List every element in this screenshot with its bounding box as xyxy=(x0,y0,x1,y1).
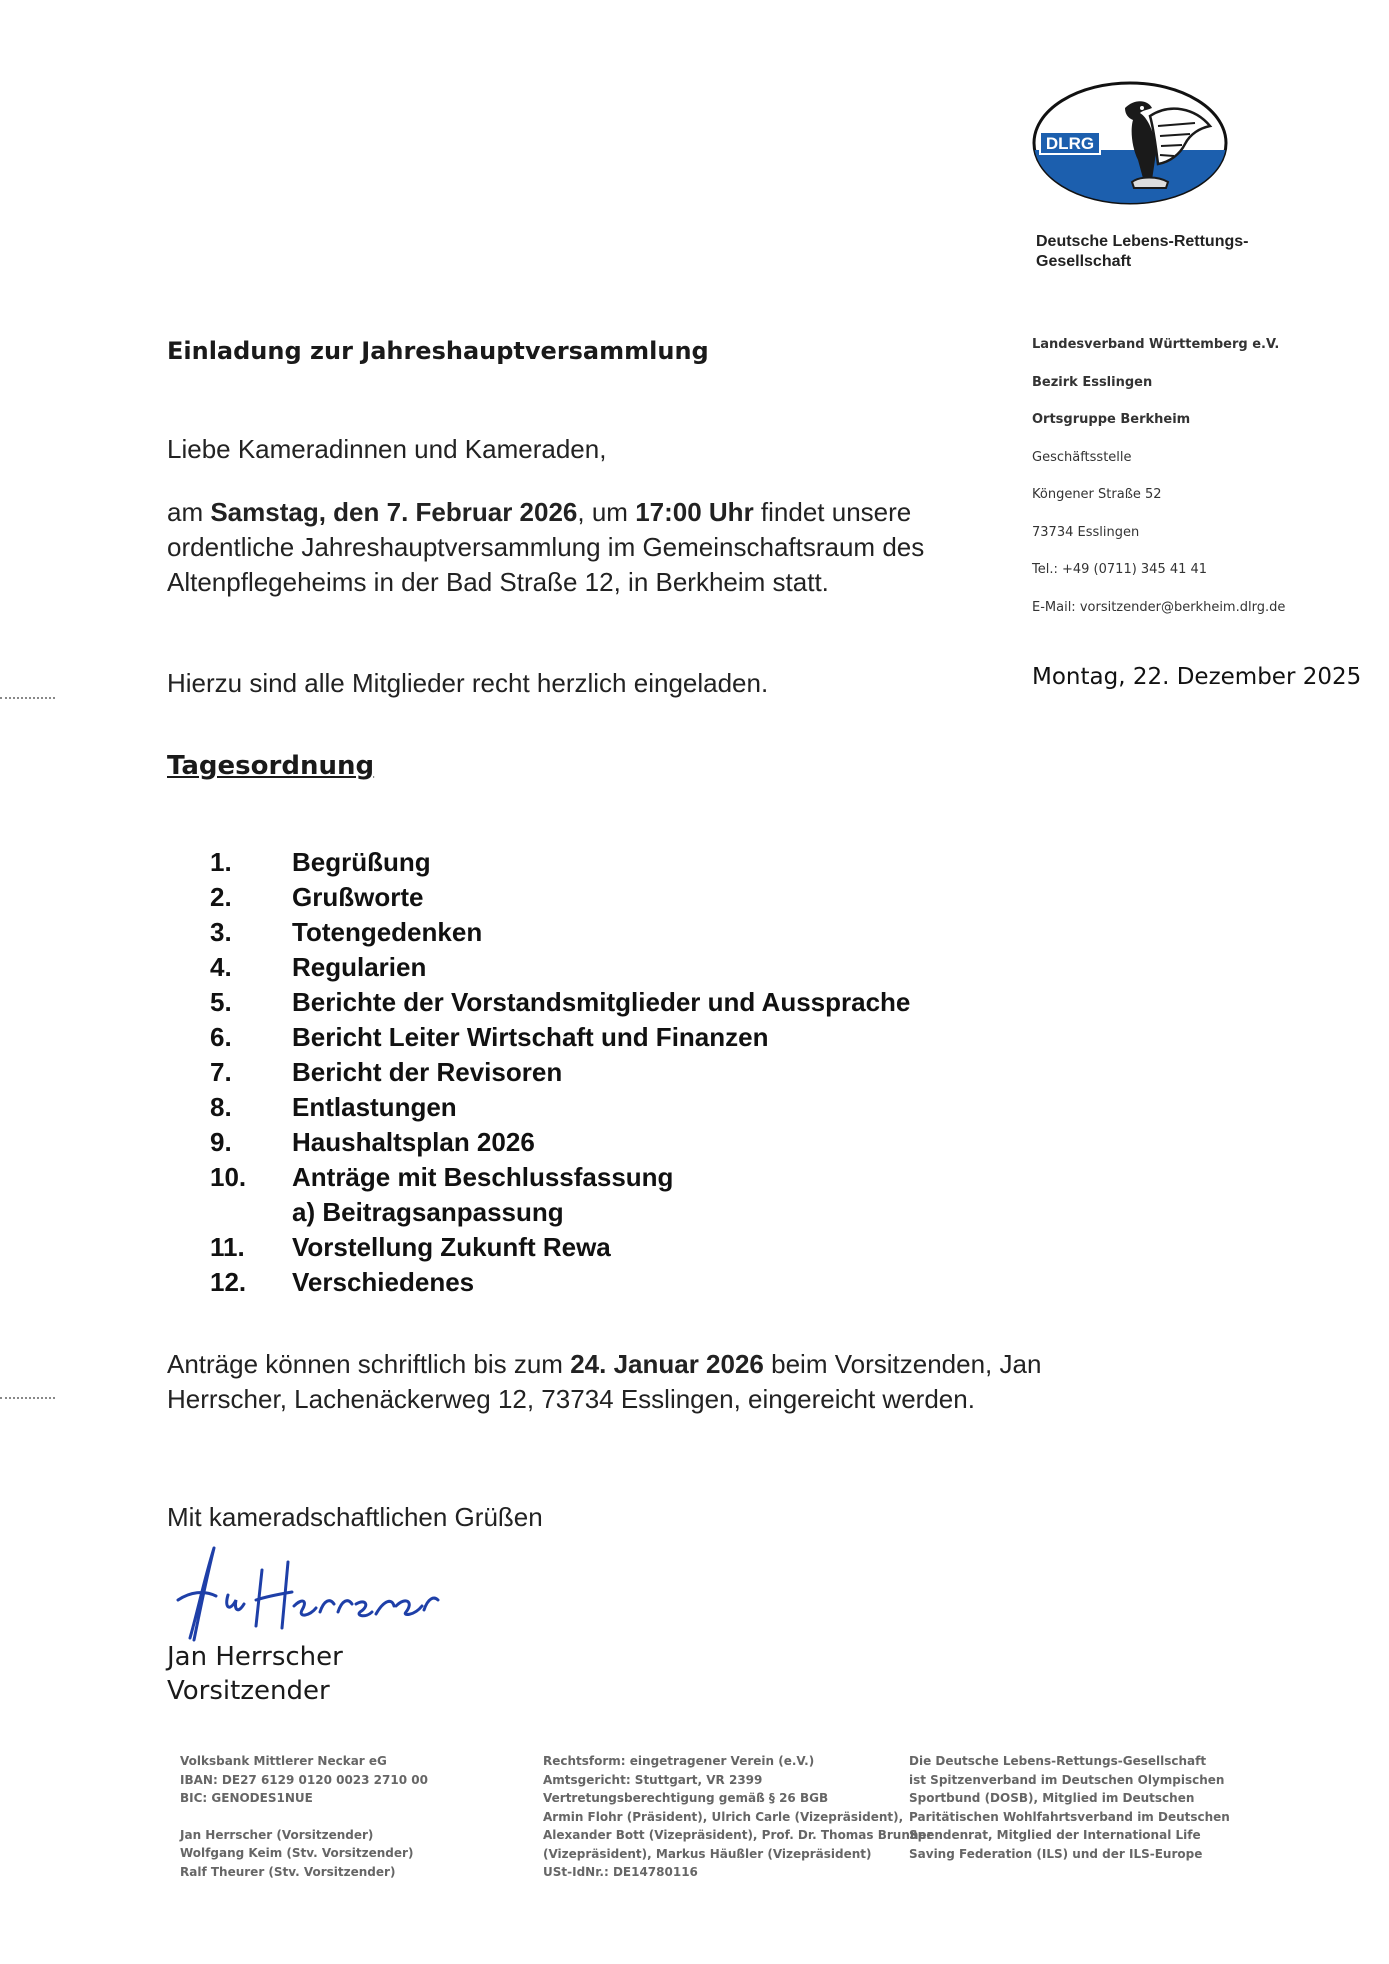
footer-line: Vertretungsberechtigung gemäß § 26 BGB xyxy=(543,1791,829,1805)
agenda-item-number: 7. xyxy=(210,1057,232,1087)
agenda-item-number: 3. xyxy=(210,917,232,947)
agenda-item-number: 6. xyxy=(210,1022,232,1052)
footer-line: USt-IdNr.: DE14780116 xyxy=(543,1865,698,1879)
sender-line: 73734 Esslingen xyxy=(1032,524,1140,540)
footer-line: Wolfgang Keim (Stv. Vorsitzender) xyxy=(180,1846,414,1860)
agenda-item-number: 2. xyxy=(210,882,232,912)
fold-mark xyxy=(0,1397,55,1399)
footer-line: Rechtsform: eingetragener Verein (e.V.) xyxy=(543,1754,815,1768)
sender-line: Tel.: +49 (0711) 345 41 41 xyxy=(1032,562,1208,577)
agenda-item xyxy=(210,1230,910,1265)
greeting: Liebe Kameradinnen und Kameraden, xyxy=(167,434,607,464)
agenda-item xyxy=(210,1265,910,1300)
footer-line: Alexander Bott (Vizepräsident), Prof. Dr. Thomas Brunner xyxy=(543,1828,933,1842)
closing: Mit kameradschaftlichen Grüßen xyxy=(167,1502,543,1532)
agenda-item-number: 10. xyxy=(210,1162,247,1192)
emphasis-text: 24. Januar 2026 xyxy=(570,1349,764,1379)
signer-name: Jan Herrscher xyxy=(167,1642,343,1672)
footer-line: Spendenrat, Mitglied der International Life xyxy=(909,1828,1201,1842)
agenda-item-text: Begrüßung xyxy=(292,847,431,877)
agenda-item xyxy=(210,1195,910,1230)
footer-line: IBAN: DE27 6129 0120 0023 2710 00 xyxy=(180,1772,428,1787)
agenda-item xyxy=(210,845,910,880)
footer-line: Jan Herrscher (Vorsitzender) xyxy=(180,1827,374,1842)
agenda-item-text: Entlastungen xyxy=(292,1092,457,1122)
agenda-item-number: 1. xyxy=(210,847,232,877)
sender-line: Landesverband Württemberg e.V. xyxy=(1032,337,1280,352)
agenda-item-text: Regularien xyxy=(292,952,427,982)
agenda-item-text: Bericht der Revisoren xyxy=(292,1057,563,1087)
text-segment: , um xyxy=(577,497,636,527)
agenda-item xyxy=(210,1090,910,1125)
footer-about xyxy=(909,1752,1230,1863)
organisation-name xyxy=(1036,232,1248,272)
text-segment: Anträge können schriftlich bis zum xyxy=(167,1349,571,1379)
emphasis-text: Samstag, den 7. Februar 2026 xyxy=(210,497,578,527)
footer-legal xyxy=(543,1752,932,1882)
invitation-paragraph xyxy=(167,495,947,600)
agenda-heading: Tagesordnung xyxy=(167,751,375,781)
agenda-item xyxy=(210,915,910,950)
signature xyxy=(170,1540,440,1650)
footer-line: Volksbank Mittlerer Neckar eG xyxy=(180,1754,387,1768)
agenda-item-text: a) Beitragsanpassung xyxy=(292,1197,564,1227)
footer-line: BIC: GENODES1NUE xyxy=(180,1791,313,1805)
sender-email: E-Mail: vorsitzender@berkheim.dlrg.de xyxy=(1032,599,1286,615)
organisation-name-line-1: Deutsche Lebens-Rettungs- xyxy=(1036,233,1249,250)
agenda-item-text: Bericht Leiter Wirtschaft und Finanzen xyxy=(292,1022,769,1052)
sender-line: Köngener Straße 52 xyxy=(1032,487,1162,502)
agenda-item-text: Totengedenken xyxy=(292,917,483,947)
agenda-item xyxy=(210,1020,910,1055)
text-segment: findet unsere ordentliche Jahreshauptversammlung im Gemeinschaftsraum des Altenpflegeheims in der Bad Straße 12, in Berkheim statt. xyxy=(167,497,925,597)
agenda-item-number: 5. xyxy=(210,987,232,1017)
footer-line: ist Spitzenverband im Deutschen Olympischen xyxy=(909,1772,1225,1787)
agenda-item-text: Verschiedenes xyxy=(292,1267,475,1297)
agenda-item-number: 4. xyxy=(210,952,232,982)
agenda-item xyxy=(210,1160,910,1195)
fold-mark xyxy=(0,697,55,699)
footer-line: Paritätischen Wohlfahrtsverband im Deutschen xyxy=(909,1809,1230,1824)
letter-date: Montag, 22. Dezember 2025 xyxy=(1032,664,1362,690)
sender-line: Ortsgruppe Berkheim xyxy=(1032,412,1191,427)
footer-bank xyxy=(180,1752,428,1881)
footer-line: Armin Flohr (Präsident), Ulrich Carle (Vizepräsident), xyxy=(543,1809,904,1824)
agenda-item-text: Grußworte xyxy=(292,882,424,912)
text-segment: beim Vorsitzenden, Jan Herrscher, Lachenäckerweg 12, 73734 Esslingen, eingereicht werden. xyxy=(167,1349,1042,1414)
agenda-item xyxy=(210,950,910,985)
dlrg-logo xyxy=(1030,78,1230,208)
signer-role: Vorsitzender xyxy=(167,1676,330,1706)
letter-title: Einladung zur Jahreshauptversammlung xyxy=(167,337,709,365)
footer-line: Saving Federation (ILS) und der ILS-Europe xyxy=(909,1846,1203,1861)
agenda-item-number: 12. xyxy=(210,1267,247,1297)
footer-line: Ralf Theurer (Stv. Vorsitzender) xyxy=(180,1864,396,1879)
agenda-item xyxy=(210,985,910,1020)
signer-block xyxy=(167,1640,343,1708)
agenda-item xyxy=(210,1125,910,1160)
agenda-item-number: 8. xyxy=(210,1092,232,1122)
agenda-list xyxy=(210,845,910,1300)
footer-line: Die Deutsche Lebens-Rettungs-Gesellschaft xyxy=(909,1754,1207,1768)
agenda-item-text: Anträge mit Beschlussfassung xyxy=(292,1162,674,1192)
agenda-item-number: 11. xyxy=(210,1232,245,1262)
sender-line: Geschäftsstelle xyxy=(1032,449,1132,465)
agenda-item-text: Vorstellung Zukunft Rewa xyxy=(292,1232,611,1262)
footer-line: (Vizepräsident), Markus Häußler (Vizepräsident) xyxy=(543,1846,872,1861)
agenda-item xyxy=(210,880,910,915)
svg-text:DLRG: DLRG xyxy=(1045,134,1095,153)
agenda-item xyxy=(210,1055,910,1090)
emphasis-text: 17:00 Uhr xyxy=(635,497,754,527)
footer-line: Amtsgericht: Stuttgart, VR 2399 xyxy=(543,1772,763,1787)
sender-line: Bezirk Esslingen xyxy=(1032,374,1153,390)
invitation-note: Hierzu sind alle Mitglieder recht herzlich eingeladen. xyxy=(167,668,769,698)
organisation-name-line-2: Gesellschaft xyxy=(1036,253,1132,270)
sender-info xyxy=(1032,337,1285,637)
agenda-item-number: 9. xyxy=(210,1127,232,1157)
footer-line: Sportbund (DOSB), Mitglied im Deutschen xyxy=(909,1791,1195,1805)
footer-line xyxy=(180,1808,428,1826)
motions-paragraph xyxy=(167,1347,1117,1417)
agenda-item-text: Berichte der Vorstandsmitglieder und Aussprache xyxy=(292,987,911,1017)
text-segment: am xyxy=(167,497,211,527)
agenda-item-text: Haushaltsplan 2026 xyxy=(292,1127,535,1157)
